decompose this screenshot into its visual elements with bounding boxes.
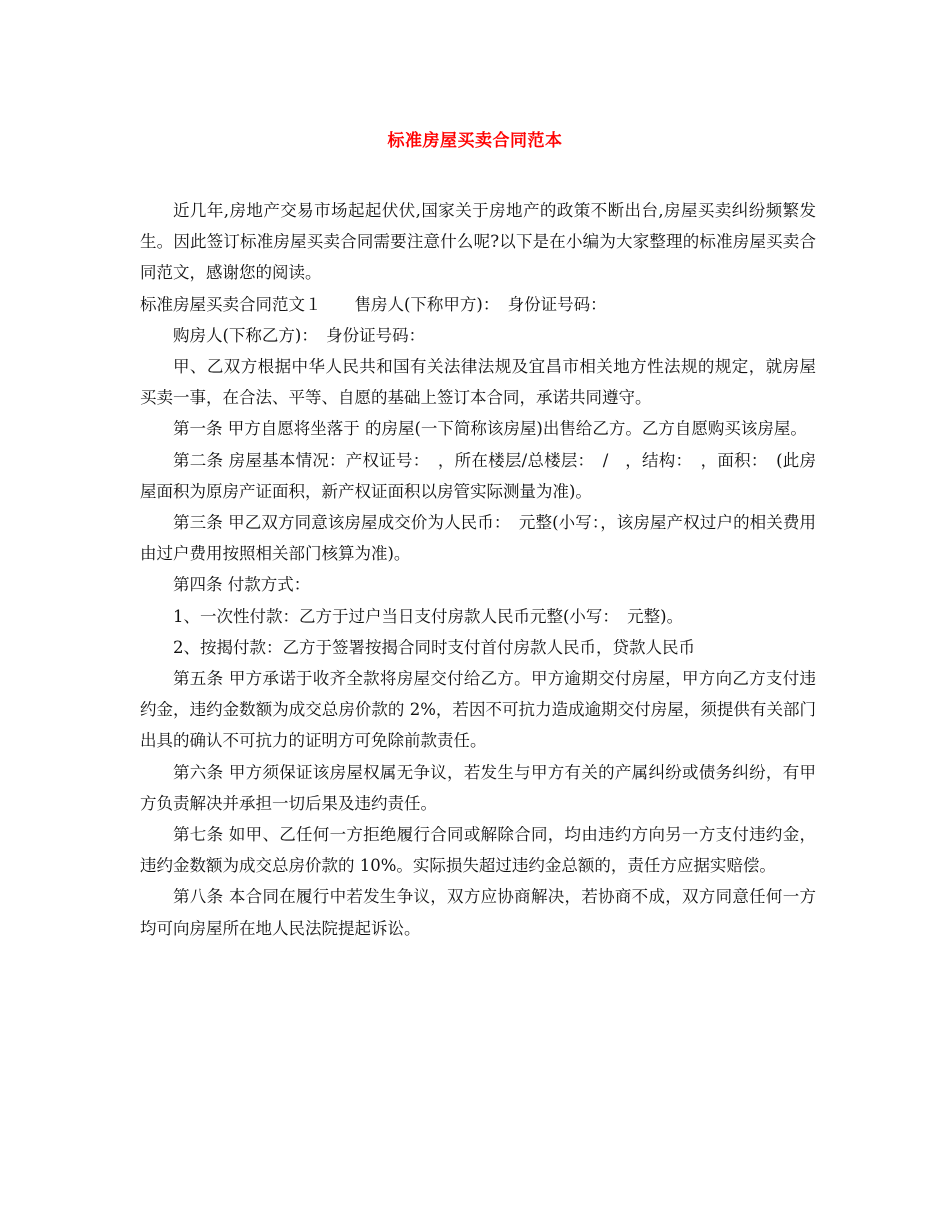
paragraph: 近几年,房地产交易市场起起伏伏,国家关于房地产的政策不断出台,房屋买卖纠纷频繁发生。因此签订标准房屋买卖合同需要注意什么呢?以下是在小编为大家整理的标准房屋买卖合同范文，感谢您的阅读。	[140, 201, 816, 283]
paragraph: 第八条 本合同在履行中若发生争议，双方应协商解决，若协商不成，双方同意任何一方均可向房屋所在地人民法院提起诉讼。	[140, 887, 816, 938]
paragraph: 2、按揭付款：乙方于签署按揭合同时支付首付房款人民币，贷款人民币	[173, 637, 695, 657]
paragraph: 第一条 甲方自愿将坐落于 的房屋(一下简称该房屋)出售给乙方。乙方自愿购买该房屋。	[173, 419, 807, 439]
paragraph: 标准房屋买卖合同范文１ 售房人(下称甲方)： 身份证号码：	[140, 294, 607, 314]
document-body	[140, 195, 816, 944]
paragraph: 购房人(下称乙方)： 身份证号码：	[173, 325, 426, 345]
paragraph: 1、一次性付款：乙方于过户当日支付房款人民币元整(小写： 元整)。	[173, 606, 684, 626]
paragraph: 第四条 付款方式：	[173, 575, 311, 595]
paragraph: 第三条 甲乙双方同意该房屋成交价为人民币： 元整(小写：，该房屋产权过户的相关费用由过户费用按照相关部门核算为准)。	[140, 513, 816, 564]
document-title: 标准房屋买卖合同范本	[387, 131, 563, 151]
paragraph: 甲、乙双方根据中华人民共和国有关法律法规及宜昌市相关地方性法规的规定，就房屋买卖一事，在合法、平等、自愿的基础上签订本合同，承诺共同遵守。	[140, 357, 816, 408]
paragraph: 第六条 甲方须保证该房屋权属无争议，若发生与甲方有关的产属纠纷或债务纠纷，有甲方负责解决并承担一切后果及违约责任。	[140, 762, 816, 813]
paragraph: 第五条 甲方承诺于收齐全款将房屋交付给乙方。甲方逾期交付房屋，甲方向乙方支付违约金，违约金数额为成交总房价款的 2%，若因不可抗力造成逾期交付房屋，须提供有关部门出具的确认不可抗力的证明方可免除前款责任。	[140, 669, 816, 751]
paragraph: 第七条 如甲、乙任何一方拒绝履行合同或解除合同，均由违约方向另一方支付违约金，违约金数额为成交总房价款的 10%。实际损失超过违约金总额的，责任方应据实赔偿。	[140, 825, 816, 876]
paragraph: 第二条 房屋基本情况：产权证号： ，所在楼层/总楼层： / ，结构： ，面积： (此房屋面积为原房产证面积，新产权证面积以房管实际测量为准)。	[140, 450, 816, 501]
